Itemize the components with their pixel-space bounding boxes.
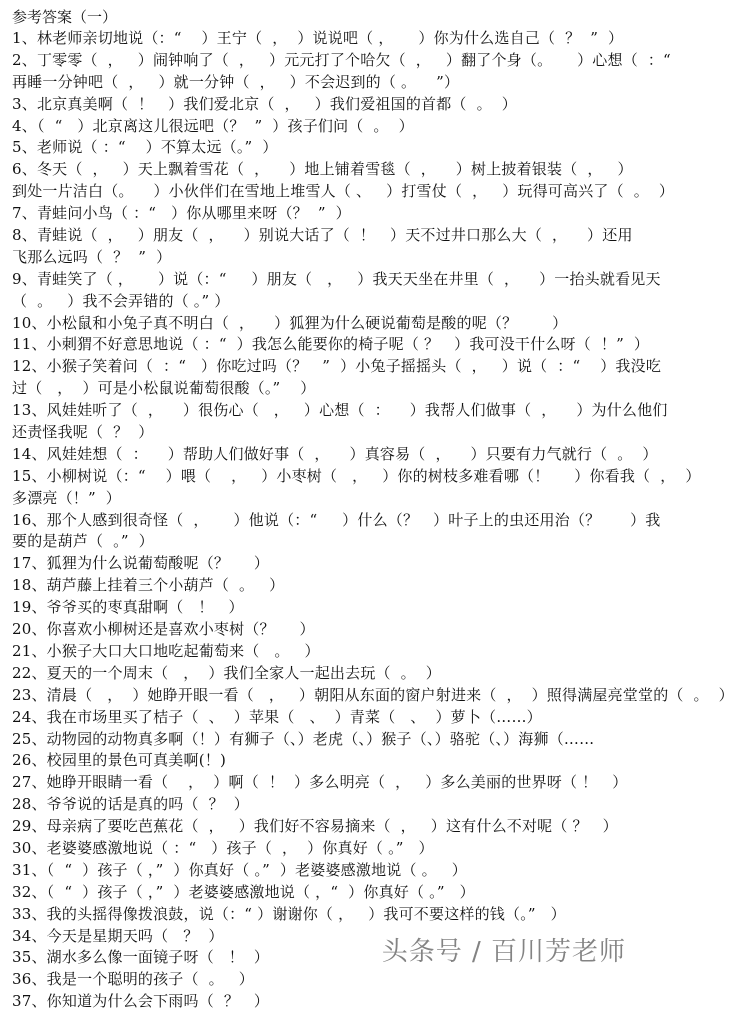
- answer-line: 20、你喜欢小柳树还是喜欢小枣树（？ ）: [12, 620, 315, 639]
- answer-line: 6、冬天（ ， ）天上飘着雪花（ ， ）地上铺着雪毯（ ， ）树上披着银装（ ， ）: [12, 160, 633, 179]
- answer-line: 还责怪我呢（ ？ ）: [12, 423, 154, 442]
- answer-line: 26、校园里的景色可真美啊(！): [12, 751, 226, 770]
- answer-line: 30、老婆婆感激地说（ ：“ ）孩子（ ， ）你真好（ 。” ）: [12, 838, 434, 857]
- answer-line: 7、青蛙问小鸟（ ：“ ）你从哪里来呀（？ ” ）: [12, 204, 351, 223]
- answer-line: 飞那么远吗（ ？ ” ）: [12, 247, 172, 266]
- answer-line: 15、小柳树说（：“ ）喂（ ， ）小枣树（ ， ）你的树枝多难看哪（！ ）你看我（ ， ）: [12, 466, 701, 485]
- answer-line: 4、（ “ ）北京离这儿很远吧（？ ” ）孩子们问（ 。 ）: [12, 116, 414, 135]
- answer-line: 33、我的头摇得像拨浪鼓，说（：“ ）谢谢你（ ， ）我可不要这样的钱（。” ）: [12, 904, 566, 923]
- answer-line: 14、风娃娃想（ ： ）帮助人们做好事（ ， ）真容易（ ， ）只要有力气就行（ 。 ）: [12, 444, 658, 463]
- answer-line: 1、林老师亲切地说（：“ ）王宁（ ， ）说说吧（ ， ）你为什么选自己（ ？ ” ）: [12, 29, 624, 47]
- answer-line: 9、青蛙笑了（ ， ）说（：“ ）朋友（ ， ）我天天坐在井里（ ， ）一抬头就看见天: [12, 269, 661, 288]
- answer-line: 22、夏天的一个周末（ ， ）我们全家人一起出去玩（ 。 ）: [12, 663, 442, 682]
- answer-line: 5、老师说（ ：“ ）不算太远（。” ）: [12, 138, 278, 157]
- answer-list: [12, 28, 734, 1013]
- answer-line: 21、小猴子大口大口地吃起葡萄来（ 。 ）: [12, 641, 320, 660]
- answer-line: 24、我在市场里买了桔子（ 、 ）苹果（ 、 ）青菜（ 、 ）萝卜（……）: [12, 707, 542, 726]
- answer-line: 2、丁零零（ ， ）闹钟响了（ ， ）元元打了个哈欠（ ， ）翻了个身（。 ）心想（ ：“: [12, 50, 671, 69]
- answer-line: 12、小猴子笑着问（ ：“ ）你吃过吗（？ ” ）小兔子摇摇头（ ， ）说（ ：“ ）我没吃: [12, 357, 662, 376]
- watermark-text: 头条号 / 百川芳老师: [381, 937, 626, 967]
- answer-line: 多漂亮（！” ）: [12, 488, 122, 507]
- answer-line: 13、风娃娃听了（ ， ）很伤心（ ， ）心想（ ： ）我帮人们做事（ ， ）为什么他们: [12, 401, 668, 420]
- answer-line: 27、她睁开眼睛一看（ ， ）啊（ ！ ）多么明亮（ ， ）多么美丽的世界呀（ ！ ）: [12, 773, 628, 792]
- answer-line: 再睡一分钟吧（ ， ）就一分钟（ ， ）不会迟到的（ 。 ”）: [12, 72, 460, 91]
- answer-line: 36、我是一个聪明的孩子（ 。 ）: [12, 970, 254, 989]
- answer-line: 16、那个人感到很奇怪（ ， ）他说（：“ ）什么（？ ）叶子上的虫还用治（？ ）我: [12, 510, 661, 529]
- answer-line: 29、母亲病了要吃芭蕉花（ ， ）我们好不容易摘来（ ， ）这有什么不对呢（ ？ ）: [12, 817, 618, 836]
- answer-line: 18、葫芦藤上挂着三个小葫芦（ 。 ）: [12, 576, 285, 595]
- answer-line: 32、（ “ ）孩子（ ，” ）老婆婆感激地说（ ，“ ）你真好（ 。” ）: [12, 882, 475, 901]
- answer-line: 到处一片洁白（。 ）小伙伴们在雪地上堆雪人（ 、 ）打雪仗（ ， ）玩得可高兴了（ 。 ）: [12, 182, 675, 201]
- answer-line: 17、狐狸为什么说葡萄酸呢（？ ）: [12, 554, 270, 573]
- answer-line: 11、小刺猬不好意思地说（ ：“ ）我怎么能要你的椅子呢（ ？ ）我可没干什么呀（ ！” ）: [12, 335, 650, 354]
- answer-line: 25、动物园的动物真多啊（！）有狮子（、）老虎（、）猴子（、）骆驼（、）海狮（……: [12, 729, 595, 748]
- answer-line: 19、爷爷买的枣真甜啊（ ！ ）: [12, 598, 244, 617]
- answer-line: 34、今天是星期天吗（ ？ ）: [12, 926, 224, 945]
- answer-line: 过（ ， ）可是小松鼠说葡萄很酸（。” ）: [12, 379, 316, 398]
- answer-line: 28、爷爷说的话是真的吗（ ？ ）: [12, 795, 249, 814]
- answer-line: 35、湖水多么像一面镜子呀（ ！ ）: [12, 948, 270, 967]
- answer-line: 要的是葫芦（ 。” ）: [12, 532, 154, 551]
- answer-line: 10、小松鼠和小兔子真不明白（ ， ）狐狸为什么硬说葡萄是酸的呢（？ ）: [12, 313, 568, 332]
- answer-line: 31、（ “ ）孩子（ ，” ）你真好（ 。” ）老婆婆感激地说（ 。 ）: [12, 860, 467, 879]
- answer-line: 8、青蛙说（ ， ）朋友（ ， ）别说大话了（ ！ ）天不过井口那么大（ ， ）还用: [12, 226, 633, 245]
- answer-line: 37、你知道为什么会下雨吗（ ？ ）: [12, 992, 270, 1011]
- answer-line: 3、北京真美啊（ ！ ）我们爱北京（ ， ）我们爱祖国的首都（ 。 ）: [12, 94, 517, 113]
- answer-line: （ 。 ）我不会弄错的（ 。” ）: [12, 291, 230, 310]
- page-title: 参考答案（一）: [12, 8, 118, 26]
- answer-line: 23、清晨（ ， ）她睁开眼一看（ ， ）朝阳从东面的窗户射进来（ ， ）照得满屋亮堂堂的（ 。 ）: [12, 685, 734, 704]
